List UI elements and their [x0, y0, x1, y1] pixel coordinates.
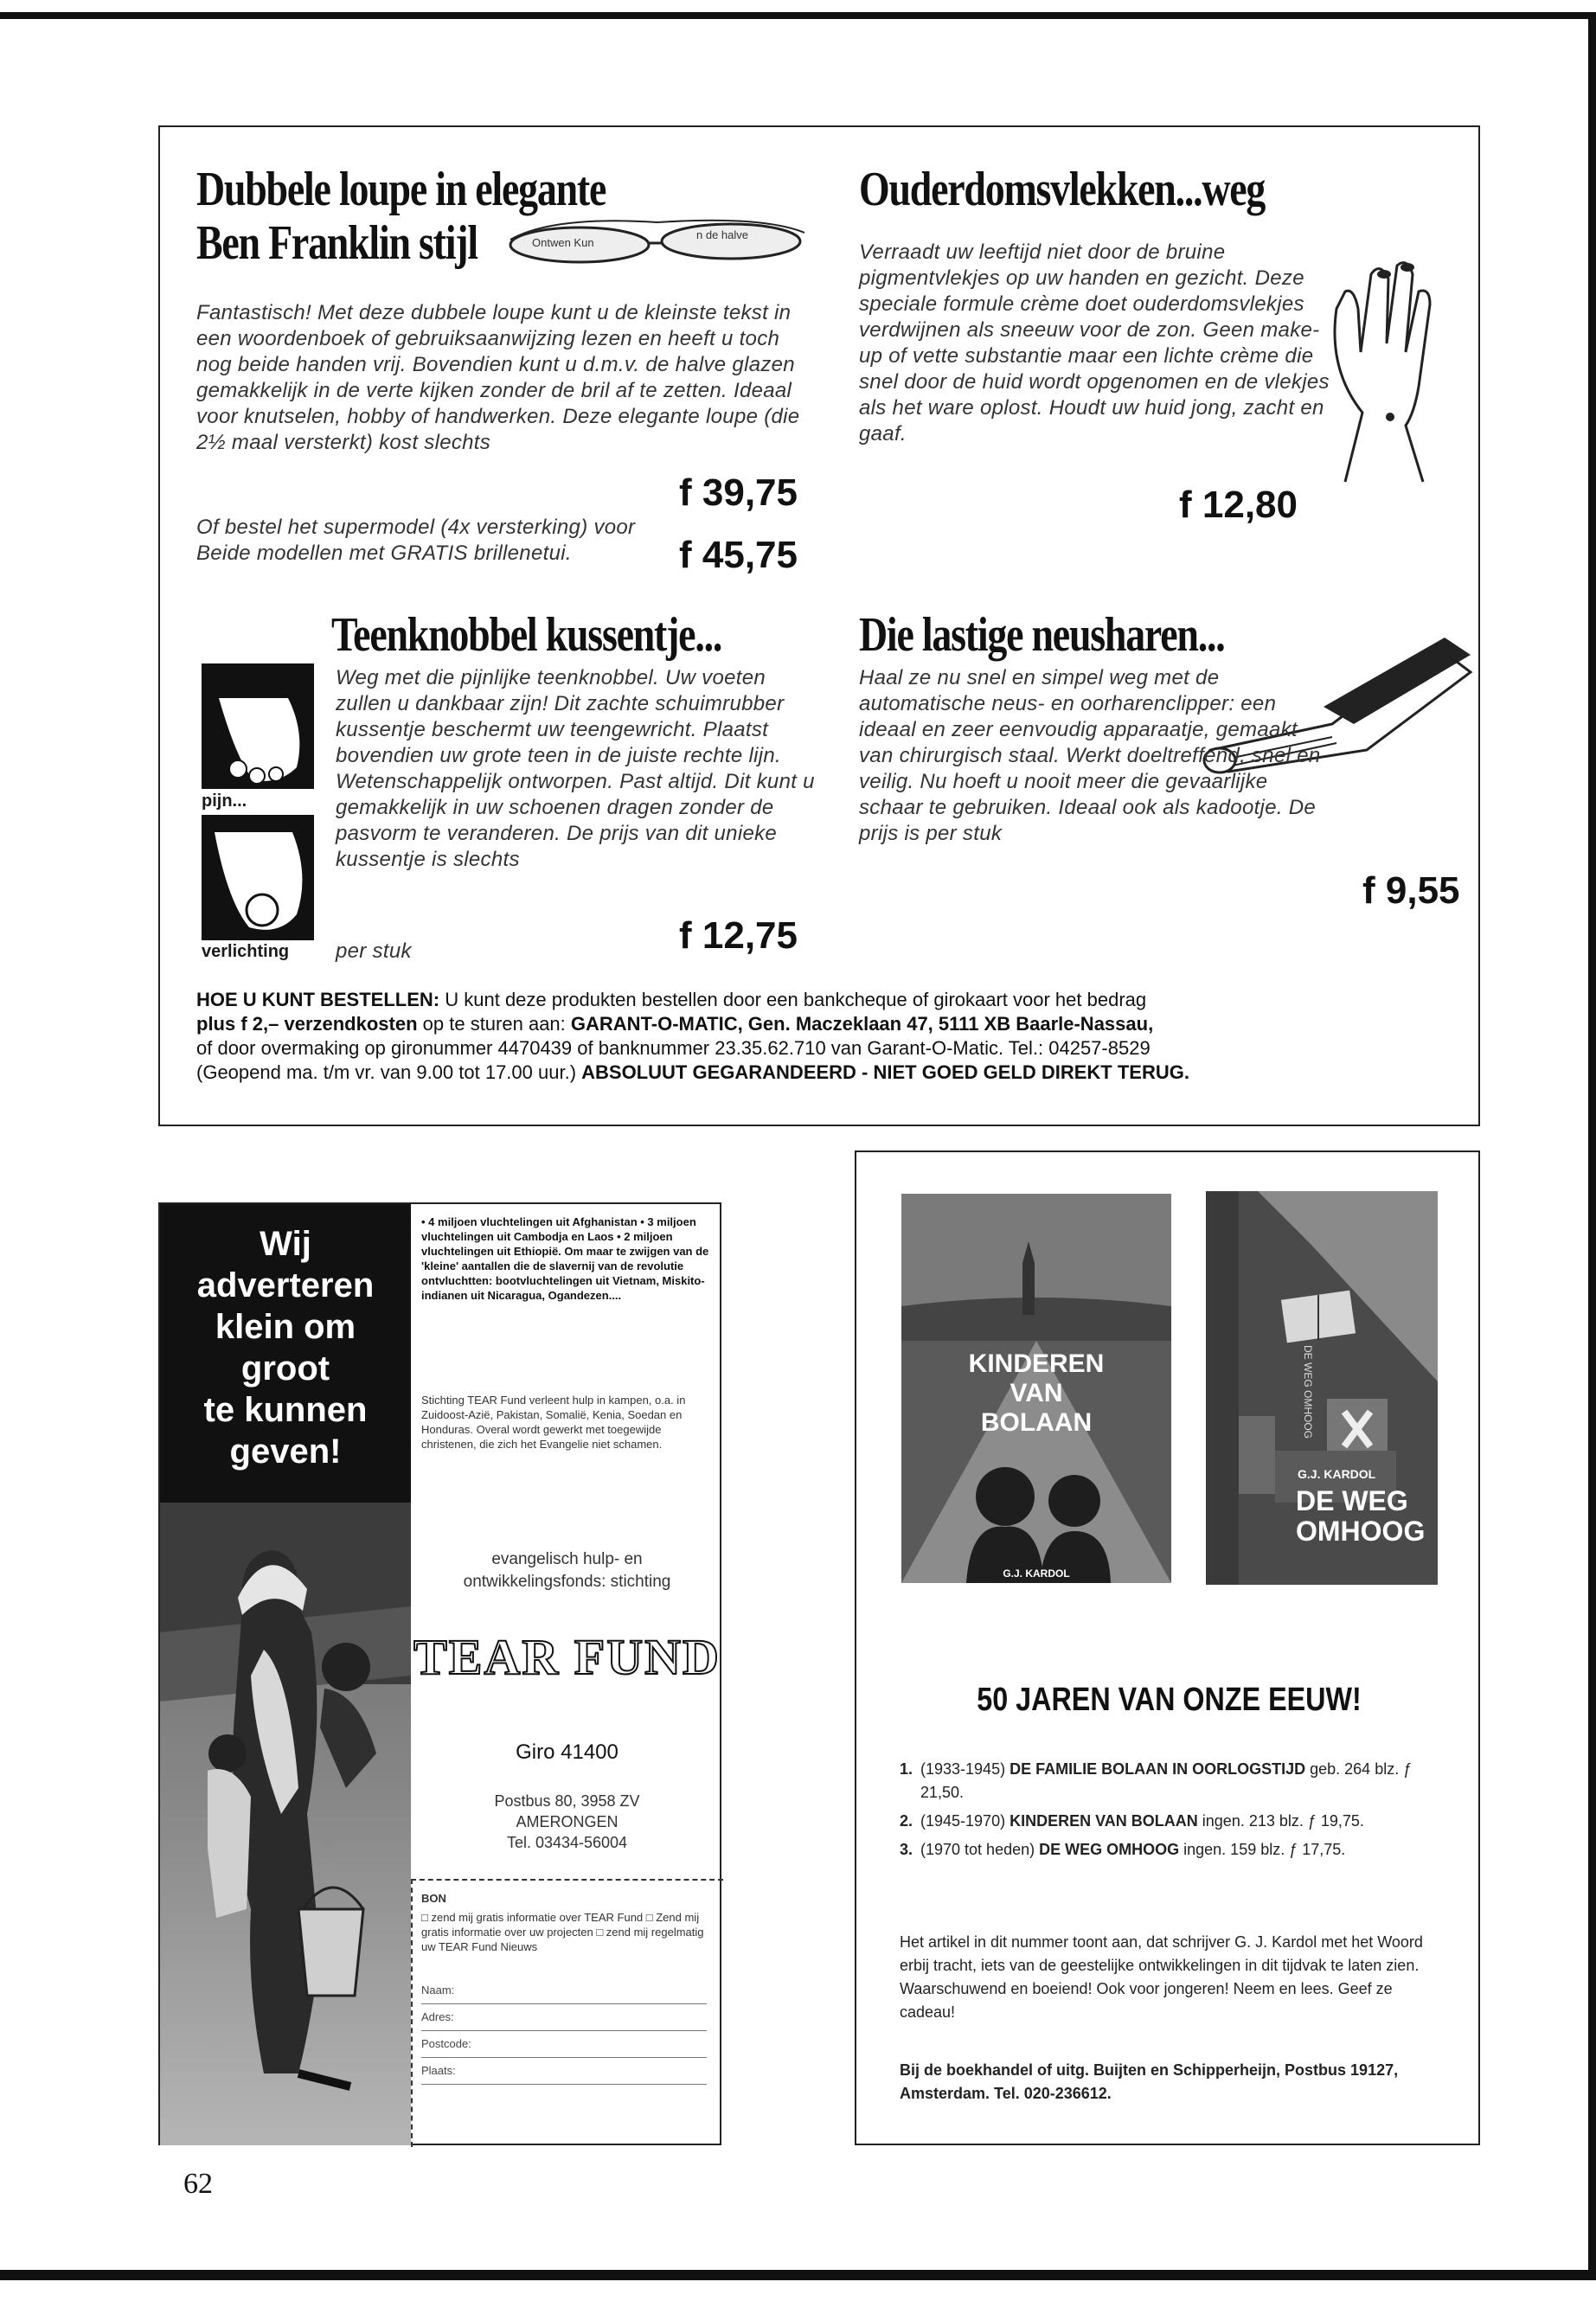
spots-price: f 12,80 [1179, 484, 1298, 526]
kardol-books-ad [855, 1150, 1480, 2145]
nose-price: f 9,55 [1362, 869, 1460, 912]
form-zip-field[interactable]: Postcode: [421, 2031, 707, 2058]
tear-fund-ad [158, 1202, 721, 2145]
book-item-3 [900, 1838, 1445, 1862]
toe-body: Weg met die pijnlijke teenknobbel. Uw voeten zullen u dankbaar zijn! Dit zachte schuimrubber kussentje beschermt uw teengewricht. Plaatst bovendien uw grote teen in de juiste rechte lijn. Wetenschappelijk ontworpen. Past altijd. Dit kunt u gemakkelijk in uw schoenen dragen zonder de pasvorm te veranderen. De prijs van dit unieke kussentje is slechts [336, 666, 815, 871]
toe-pain-illustration [202, 663, 314, 789]
refugee-photo [160, 1503, 411, 2145]
book-item-text: (1933-1945) DE FAMILIE BOLAAN IN OORLOGSTIJD geb. 264 blz. ƒ 21,50. [920, 1760, 1413, 1801]
order-guarantee: ABSOLUUT GEGARANDEERD - NIET GOED GELD DIREKT TERUG. [581, 1061, 1189, 1083]
page-number: 62 [183, 2168, 213, 2200]
loupe-price-both: f 45,75 [679, 534, 798, 576]
garant-o-matic-ad [158, 125, 1480, 1126]
order-text-1: U kunt deze produkten bestellen door een bankcheque of girokaart voor het bedrag [445, 989, 1147, 1010]
book-item-number: 1. [900, 1760, 913, 1778]
book-list [900, 1758, 1445, 1862]
book2-title-1: DE WEG [1296, 1485, 1408, 1516]
slogan-line-3: klein om [215, 1308, 356, 1346]
loupe-subtitle: Ben Franklin stijl [196, 216, 478, 270]
order-shipping: plus f 2,– verzendkosten [196, 1013, 418, 1035]
loupe-title: Dubbele loupe in elegante [196, 163, 606, 216]
tear-about: Stichting TEAR Fund verleent hulp in kampen, o.a. in Zuidoost-Azië, Pakistan, Somalië, Kenia, Soedan en Honduras. Overal wordt gewerkt met toegewijde christenen, die zich het Evangelie niet schamen. [421, 1394, 686, 1451]
books-publisher: Bij de boekhandel of uitg. Buijten en Schipperheijn, Postbus 19127, Amsterdam. Tel. 020-236612. [900, 2061, 1399, 2102]
order-address: GARANT-O-MATIC, Gen. Maczeklaan 47, 5111 XB Baarle-Nassau, [570, 1013, 1154, 1035]
loupe-body: Fantastisch! Met deze dubbele loupe kunt u de kleinste tekst in een woordenboek of gebruiksaanwijzing lezen en heeft u toch nog beide handen vrij. Bovendien kunt u d.m.v. de halve glazen gemakkelijk in de verte kijken zonder de bril af te zetten. Ideaal voor knutselen, hobby of handwerken. Deze elegante loupe (die 2½ maal versterkt) kost slechts [196, 301, 800, 454]
nose-title: Die lastige neusharen... [859, 608, 1225, 662]
tear-fonds-line-1: evangelisch hulp- en [491, 1550, 643, 1568]
loupe-price: f 39,75 [679, 471, 798, 514]
toe-price: f 12,75 [679, 914, 798, 957]
tear-phone: Tel. 03434-56004 [506, 1834, 628, 1851]
toe-label-pain: pijn... [202, 792, 247, 811]
slogan-line-4: groot [240, 1349, 330, 1388]
tear-giro: Giro 41400 [516, 1740, 619, 1764]
book-item-1 [900, 1758, 1445, 1804]
book2-spine: DE WEG OMHOOG [1302, 1345, 1314, 1439]
tear-fund-logo: TEAR FUND [413, 1629, 721, 1685]
bon-options[interactable]: □ zend mij gratis informatie over TEAR Fund □ Zend mij gratis informatie over uw projecten □ zend mij regelmatig uw TEAR Fund Nieuws [421, 1911, 704, 1953]
book1-title-1: KINDEREN [968, 1349, 1105, 1378]
books-headline: 50 JAREN VAN ONZE EEUW! [977, 1682, 1362, 1718]
book2-author: G.J. KARDOL [1298, 1467, 1376, 1481]
slogan-line-5: te kunnen [203, 1391, 368, 1429]
slogan-line-1: Wij [260, 1225, 311, 1263]
order-instructions [196, 988, 1468, 1085]
books-blurb: Het artikel in dit nummer toont aan, dat schrijver G. J. Kardol met het Woord erbij tracht, iets van de geestelijke ontwikkelingen in dit tijdvak te laten zien. Waarschuwend en boeiend! Ook voor jongeren! Neem en lees. Geef ze cadeau! [900, 1933, 1423, 2021]
order-text-3: of door overmaking op gironummer 4470439 of banknummer 23.35.62.710 van Garant-O-Matic. Tel.: 04257-8529 [196, 1037, 1151, 1059]
bon-title: BON [421, 1892, 446, 1905]
toe-title: Teenknobbel kussentje... [331, 608, 722, 662]
tear-fonds-line-2: ontwikkelingsfonds: stichting [463, 1573, 671, 1591]
tear-slogan-block [160, 1204, 411, 1503]
slogan-line-2: adverteren [196, 1266, 375, 1304]
slogan-line-6: geven! [229, 1433, 342, 1471]
book-item-number: 2. [900, 1812, 913, 1830]
book1-title-2: VAN [1010, 1379, 1063, 1407]
book1-title-3: BOLAAN [980, 1408, 1093, 1437]
loupe-supermodel: Of bestel het supermodel (4x versterking) voor [196, 516, 636, 539]
nose-body: Haal ze nu snel en simpel weg met de automatische neus- en oorharenclipper: een ideaal en zeer eenvoudig apparaatje, gemaakt van chirurgisch staal. Werkt doeltreffend, snel en veilig. Nu hoeft u nooit meer die gevaarlijke schaar te gebruiken. Ideaal ook als kadootje. De prijs is per stuk [859, 666, 1321, 845]
bon-form [421, 1977, 707, 2085]
toe-label-relief: verlichting [202, 942, 290, 961]
order-lead: HOE U KUNT BESTELLEN: [196, 989, 440, 1010]
page-bottom-rule [0, 2270, 1596, 2280]
toe-relief-illustration [202, 815, 314, 940]
book1-author: G.J. KARDOL [1003, 1567, 1070, 1580]
book2-title-2: OMHOOG [1296, 1516, 1426, 1547]
form-city-field[interactable]: Plaats: [421, 2058, 707, 2085]
order-hours: (Geopend ma. t/m vr. van 9.00 tot 17.00 uur.) [196, 1061, 577, 1083]
spots-title: Ouderdomsvlekken...weg [859, 163, 1266, 216]
tear-address-2: AMERONGEN [516, 1813, 619, 1830]
order-text-2: op te sturen aan: [422, 1013, 566, 1035]
book-item-number: 3. [900, 1841, 913, 1858]
glasses-tag-left: Ontwen Kun [532, 236, 594, 249]
book-item-2 [900, 1810, 1445, 1833]
loupe-both-models: Beide modellen met GRATIS brillenetui. [196, 542, 572, 565]
hand-illustration [1311, 240, 1449, 490]
book-item-text: (1945-1970) KINDEREN VAN BOLAAN ingen. 213 blz. ƒ 19,75. [920, 1812, 1364, 1830]
page-right-rule [1588, 12, 1596, 2280]
glasses-tag-right: n de halve [696, 228, 748, 241]
form-name-field[interactable]: Naam: [421, 1977, 707, 2004]
page-top-rule [0, 12, 1596, 19]
toe-per-stuk: per stuk [336, 939, 412, 963]
bon-coupon [411, 1879, 723, 2147]
tear-address-1: Postbus 80, 3958 ZV [494, 1792, 640, 1810]
spots-body: Verraadt uw leeftijd niet door de bruine pigmentvlekjes op uw handen en gezicht. Deze speciale formule crème doet ouderdomsvlekjes verdwijnen als sneeuw voor de zon. Geen make-up of vette substantie maar een lichte crème die snel door de huid wordt opgenomen en de vlekjes als het ware oplost. Houdt uw huid jong, zacht en gaaf. [859, 240, 1330, 445]
tear-facts: • 4 miljoen vluchtelingen uit Afghanistan • 3 miljoen vluchtelingen uit Cambodja en Laos • 2 miljoen vluchtelingen uit Ethiopië. Om maar te zwijgen van de 'kleine' aantallen die de slavernij van de revolutie ontvluchtten: bootvluchtelingen uit Vietnam, Miskito-indianen uit Nicaragua, Ogandezen.... [421, 1215, 709, 1302]
form-address-field[interactable]: Adres: [421, 2004, 707, 2031]
book-item-text: (1970 tot heden) DE WEG OMHOOG ingen. 159 blz. ƒ 17,75. [920, 1841, 1346, 1858]
